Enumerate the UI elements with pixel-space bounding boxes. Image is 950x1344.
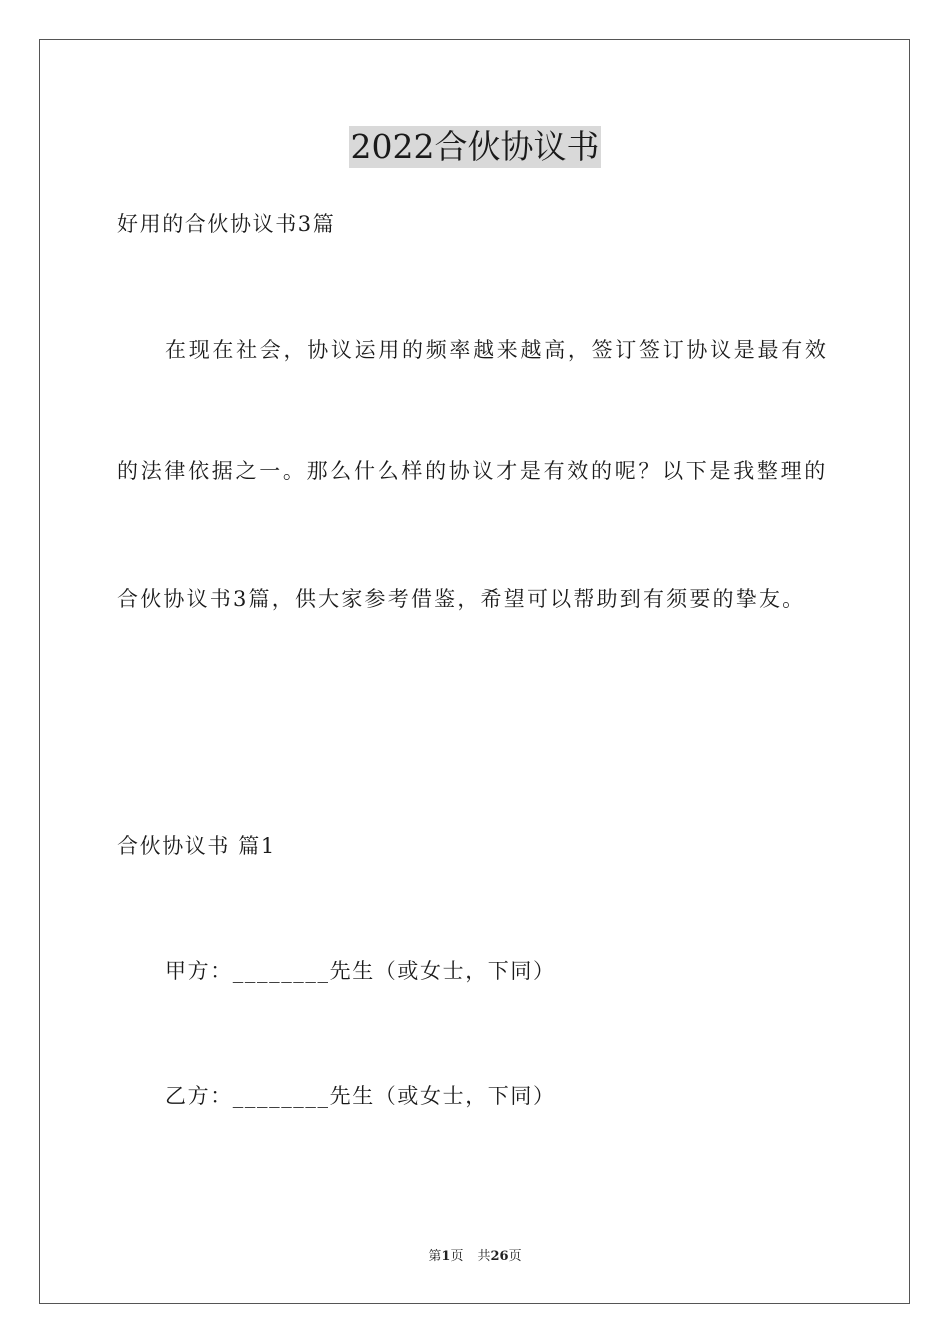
page-suffix: 页 bbox=[450, 1249, 464, 1264]
section-heading: 合伙协议书 篇1 bbox=[117, 834, 276, 858]
intro-line-2: 的法律依据之一。那么什么样的协议才是有效的呢？以下是我整理的 bbox=[117, 459, 828, 483]
page-prefix: 第 bbox=[428, 1249, 442, 1264]
intro-line-1: 在现在社会，协议运用的频率越来越高，签订签订协议是最有效 bbox=[165, 338, 829, 362]
party-b-line: 乙方：________先生（或女士，下同） bbox=[165, 1084, 556, 1108]
intro-line-3: 合伙协议书3篇，供大家参考借鉴，希望可以帮助到有须要的挚友。 bbox=[117, 587, 806, 611]
total-prefix: 共 bbox=[477, 1249, 491, 1264]
total-pages-number: 26 bbox=[490, 1249, 509, 1264]
title-container bbox=[0, 126, 950, 168]
total-suffix: 页 bbox=[508, 1249, 522, 1264]
document-subtitle: 好用的合伙协议书3篇 bbox=[117, 212, 336, 236]
page-footer bbox=[0, 1248, 950, 1266]
party-a-line: 甲方：________先生（或女士，下同） bbox=[165, 959, 556, 983]
document-title: 2022合伙协议书 bbox=[350, 127, 600, 166]
current-page-number: 1 bbox=[441, 1249, 451, 1264]
